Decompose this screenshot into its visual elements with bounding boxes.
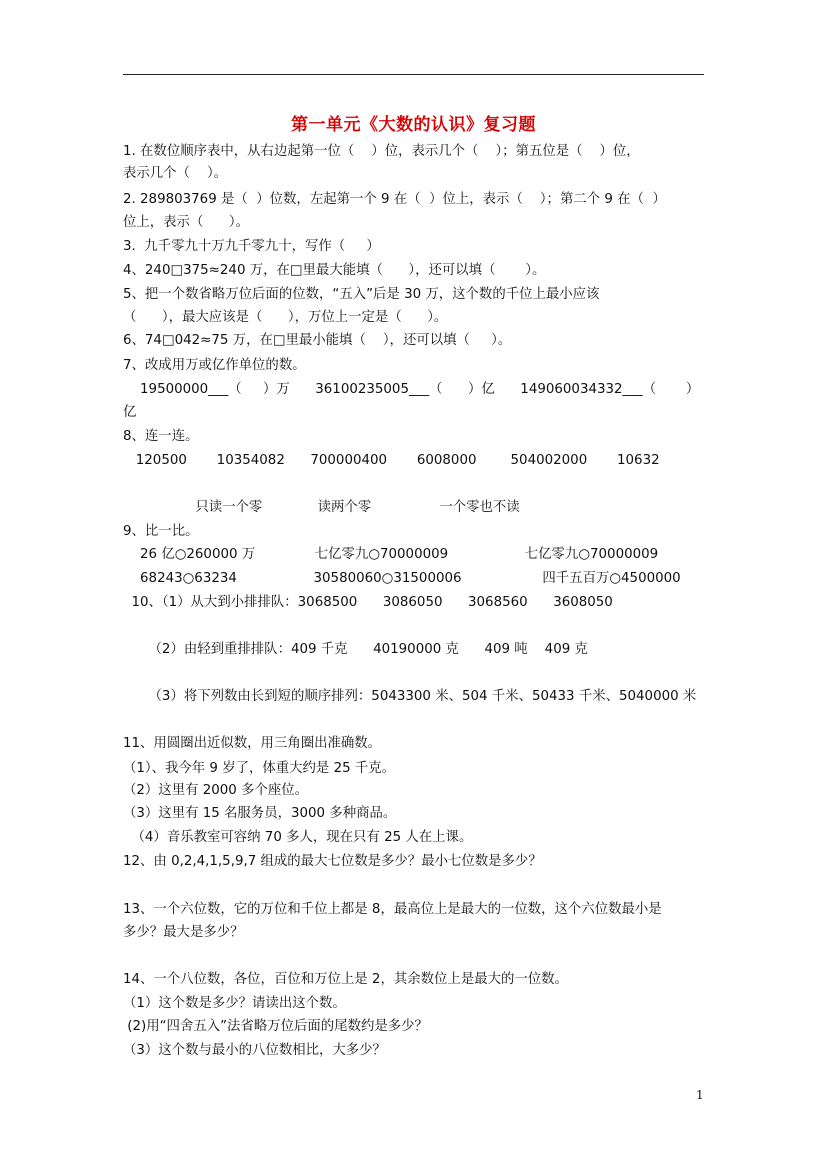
- page-title: 第一单元《大数的认识》复习题: [291, 115, 536, 135]
- q9-row2: 68243○63234 30580060○31500006 四千五百万○4500000: [123, 571, 681, 586]
- q14-line: 14、一个八位数，各位，百位和万位上是 2，其余数位上是最大的一位数。: [123, 972, 568, 987]
- q14-item1: （1）这个数是多少？请读出这个数。: [123, 996, 346, 1011]
- page-number: 1: [696, 1088, 704, 1102]
- q3-line: 3. 九千零九十万九千零九十，写作（ ）: [123, 239, 380, 254]
- header-rule: [123, 74, 704, 75]
- q10-part2: （2）由轻到重排排队：409 千克 40190000 克 409 吨 409 克: [123, 642, 588, 657]
- q1-line1: 1. 在数位顺序表中，从右边起第一位（ ）位，表示几个（ ）；第五位是（ ）位，: [123, 144, 640, 159]
- q7-items-cont: 亿: [123, 405, 137, 420]
- q11-item4: （4）音乐教室可容纳 70 多人，现在只有 25 人在上课。: [123, 830, 473, 845]
- q8-options: 只读一个零 读两个零 一个零也不读: [123, 500, 520, 515]
- q7-items-line: 19500000___（ ）万 36100235005___（ ）亿 149060034332___（ ）: [123, 382, 700, 397]
- q2-line2: 位上，表示（ ）。: [123, 215, 249, 230]
- q8-line: 8、连一连。: [123, 429, 199, 444]
- q5-line1: 5、把一个数省略万位后面的位数，“五入”后是 30 万，这个数的千位上最小应该: [123, 287, 600, 302]
- q14-item3: （3）这个数与最小的八位数相比，大多少？: [123, 1043, 386, 1058]
- q2-line1: 2. 289803769 是（ ）位数，左起第一个 9 在（ ）位上，表示（ ）；第二个 9 在（ ）: [123, 192, 666, 207]
- q4-line: 4、240□375≈240 万，在□里最大能填（ ），还可以填（ ）。: [123, 263, 546, 278]
- q6-line: 6、74□042≈75 万，在□里最小能填（ ），还可以填（ ）。: [123, 333, 512, 348]
- q5-line2: （ ），最大应该是（ ），万位上一定是（ ）。: [123, 310, 448, 325]
- q1-line2: 表示几个（ ）。: [123, 166, 228, 181]
- q13-line2: 多少？最大是多少？: [123, 925, 244, 940]
- q10-part3: （3）将下列数由长到短的顺序排列：5043300 米、504 千米、50433 千米、5040000 米: [123, 689, 697, 704]
- q9-line: 9、比一比。: [123, 524, 199, 539]
- q14-item2: (2)用“四舍五入”法省略万位后面的尾数约是多少？: [123, 1019, 428, 1034]
- q12-line: 12、由 0,2,4,1,5,9,7 组成的最大七位数是多少？最小七位数是多少？: [123, 854, 542, 869]
- q11-item2: （2）这里有 2000 多个座位。: [123, 783, 309, 798]
- q13-line1: 13、一个六位数，它的万位和千位上都是 8，最高位上是最大的一位数，这个六位数最小是: [123, 902, 662, 917]
- q9-row1: 26 亿○260000 万 七亿零九○70000009 七亿零九○70000009: [123, 547, 659, 562]
- q11-item3: （3）这里有 15 名服务员，3000 多种商品。: [123, 806, 397, 821]
- q11-item1: （1）、我今年 9 岁了，体重大约是 25 千克。: [123, 761, 396, 776]
- q10-part1: 10、（1）从大到小排排队：3068500 3086050 3068560 3608050: [123, 595, 613, 610]
- q11-line: 11、用圆圈出近似数，用三角圈出准确数。: [123, 736, 382, 751]
- q7-line: 7、改成用万或亿作单位的数。: [123, 358, 306, 373]
- q8-numbers: 120500 10354082 700000400 6008000 504002000 10632: [123, 453, 660, 468]
